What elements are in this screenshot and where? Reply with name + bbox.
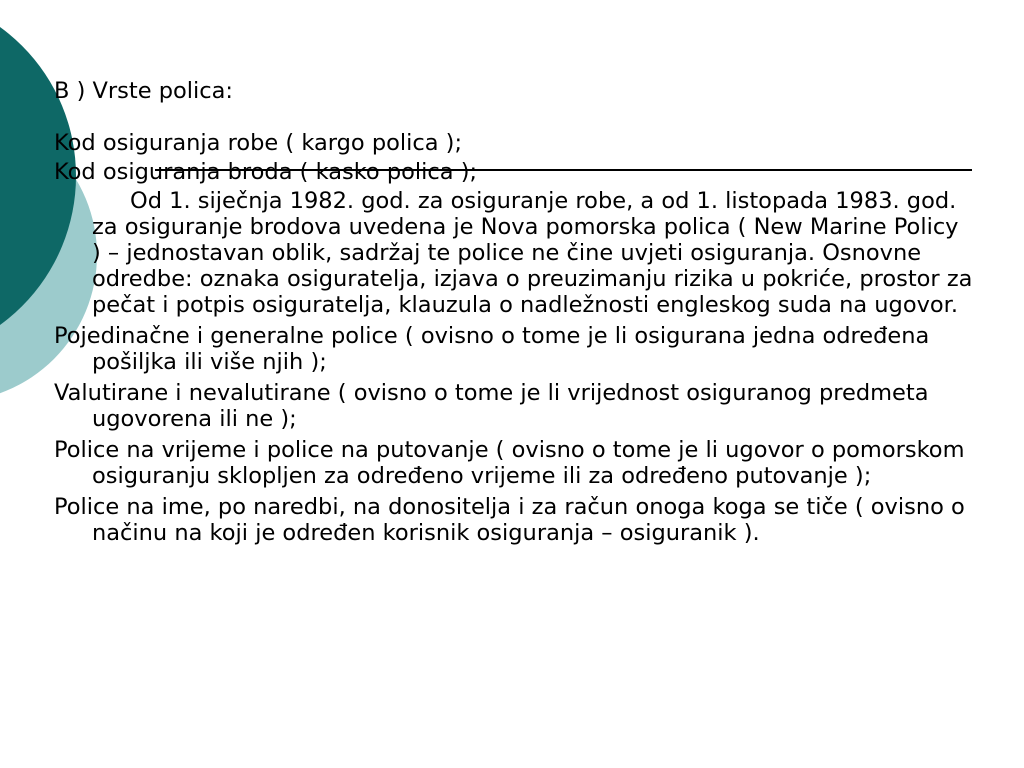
list-item-valutirane: Valutirane i nevalutirane ( ovisno o tome je li vrijednost osiguranog predmeta ugovorena ili ne ); <box>54 380 929 432</box>
list-item-vrijeme-putovanje: Police na vrijeme i police na putovanje ( ovisno o tome je li ugovor o pomorskom osiguranju sklopljen za određeno vrijeme ili za određeno putovanje ); <box>54 437 965 489</box>
slide-heading: B ) Vrste polica: <box>54 78 233 104</box>
slide-content <box>54 78 974 551</box>
list-item-na-ime: Police na ime, po naredbi, na donositelja i za račun onoga koga se tiče ( ovisno o načinu na koji je određen korisnik osiguranja – osiguranik ). <box>54 494 965 546</box>
list-item-kasko: Kod osiguranja broda ( kasko polica ); <box>54 159 478 185</box>
list-item-kargo: Kod osiguranja robe ( kargo polica ); <box>54 130 463 156</box>
new-marine-policy-paragraph: Od 1. siječnja 1982. god. za osiguranje robe, a od 1. listopada 1983. god. za osiguranje brodova uvedena je Nova pomorska polica ( New Marine Policy ) – jednostavan oblik, sadržaj te police ne čine uvjeti osiguranja. Osnovne odredbe: oznaka osiguratelja, izjava o preuzimanju rizika u pokriće, prostor za pečat i potpis osiguratelja, klauzula o nadležnosti engleskog suda na ugovor. <box>92 188 973 318</box>
list-item-pojedinacne: Pojedinačne i generalne police ( ovisno o tome je li osigurana jedna određena pošiljka ili više njih ); <box>54 323 930 375</box>
